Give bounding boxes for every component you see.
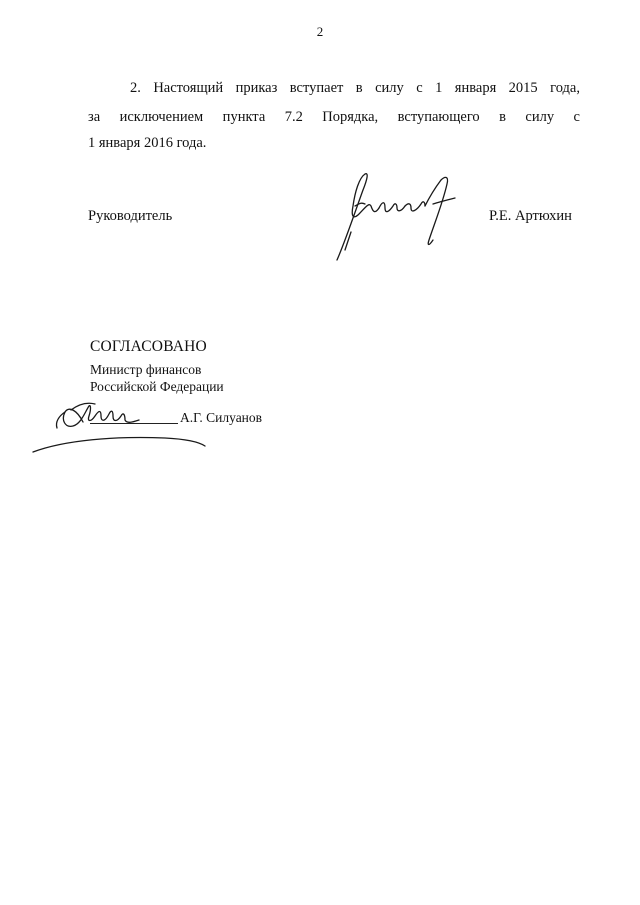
minister-name: А.Г. Силуанов	[180, 410, 263, 425]
minister-title-line-1: Министр финансов	[90, 362, 202, 377]
head-title: Руководитель	[88, 208, 173, 224]
minister-title-line-2: Российской Федерации	[90, 379, 224, 394]
head-name: Р.Е. Артюхин	[489, 208, 572, 224]
head-signature	[325, 162, 465, 267]
paragraph-line-1: 2. Настоящий приказ вступает в силу с 1 января 2015 года,	[130, 80, 580, 96]
paragraph-line-3: 1 января 2016 года.	[88, 135, 207, 151]
minister-signature	[25, 392, 210, 462]
paragraph-line-2: за исключением пункта 7.2 Порядка, вступающего в силу с	[88, 109, 580, 125]
approval-heading: СОГЛАСОВАНО	[90, 338, 207, 355]
page-number: 2	[316, 24, 324, 39]
